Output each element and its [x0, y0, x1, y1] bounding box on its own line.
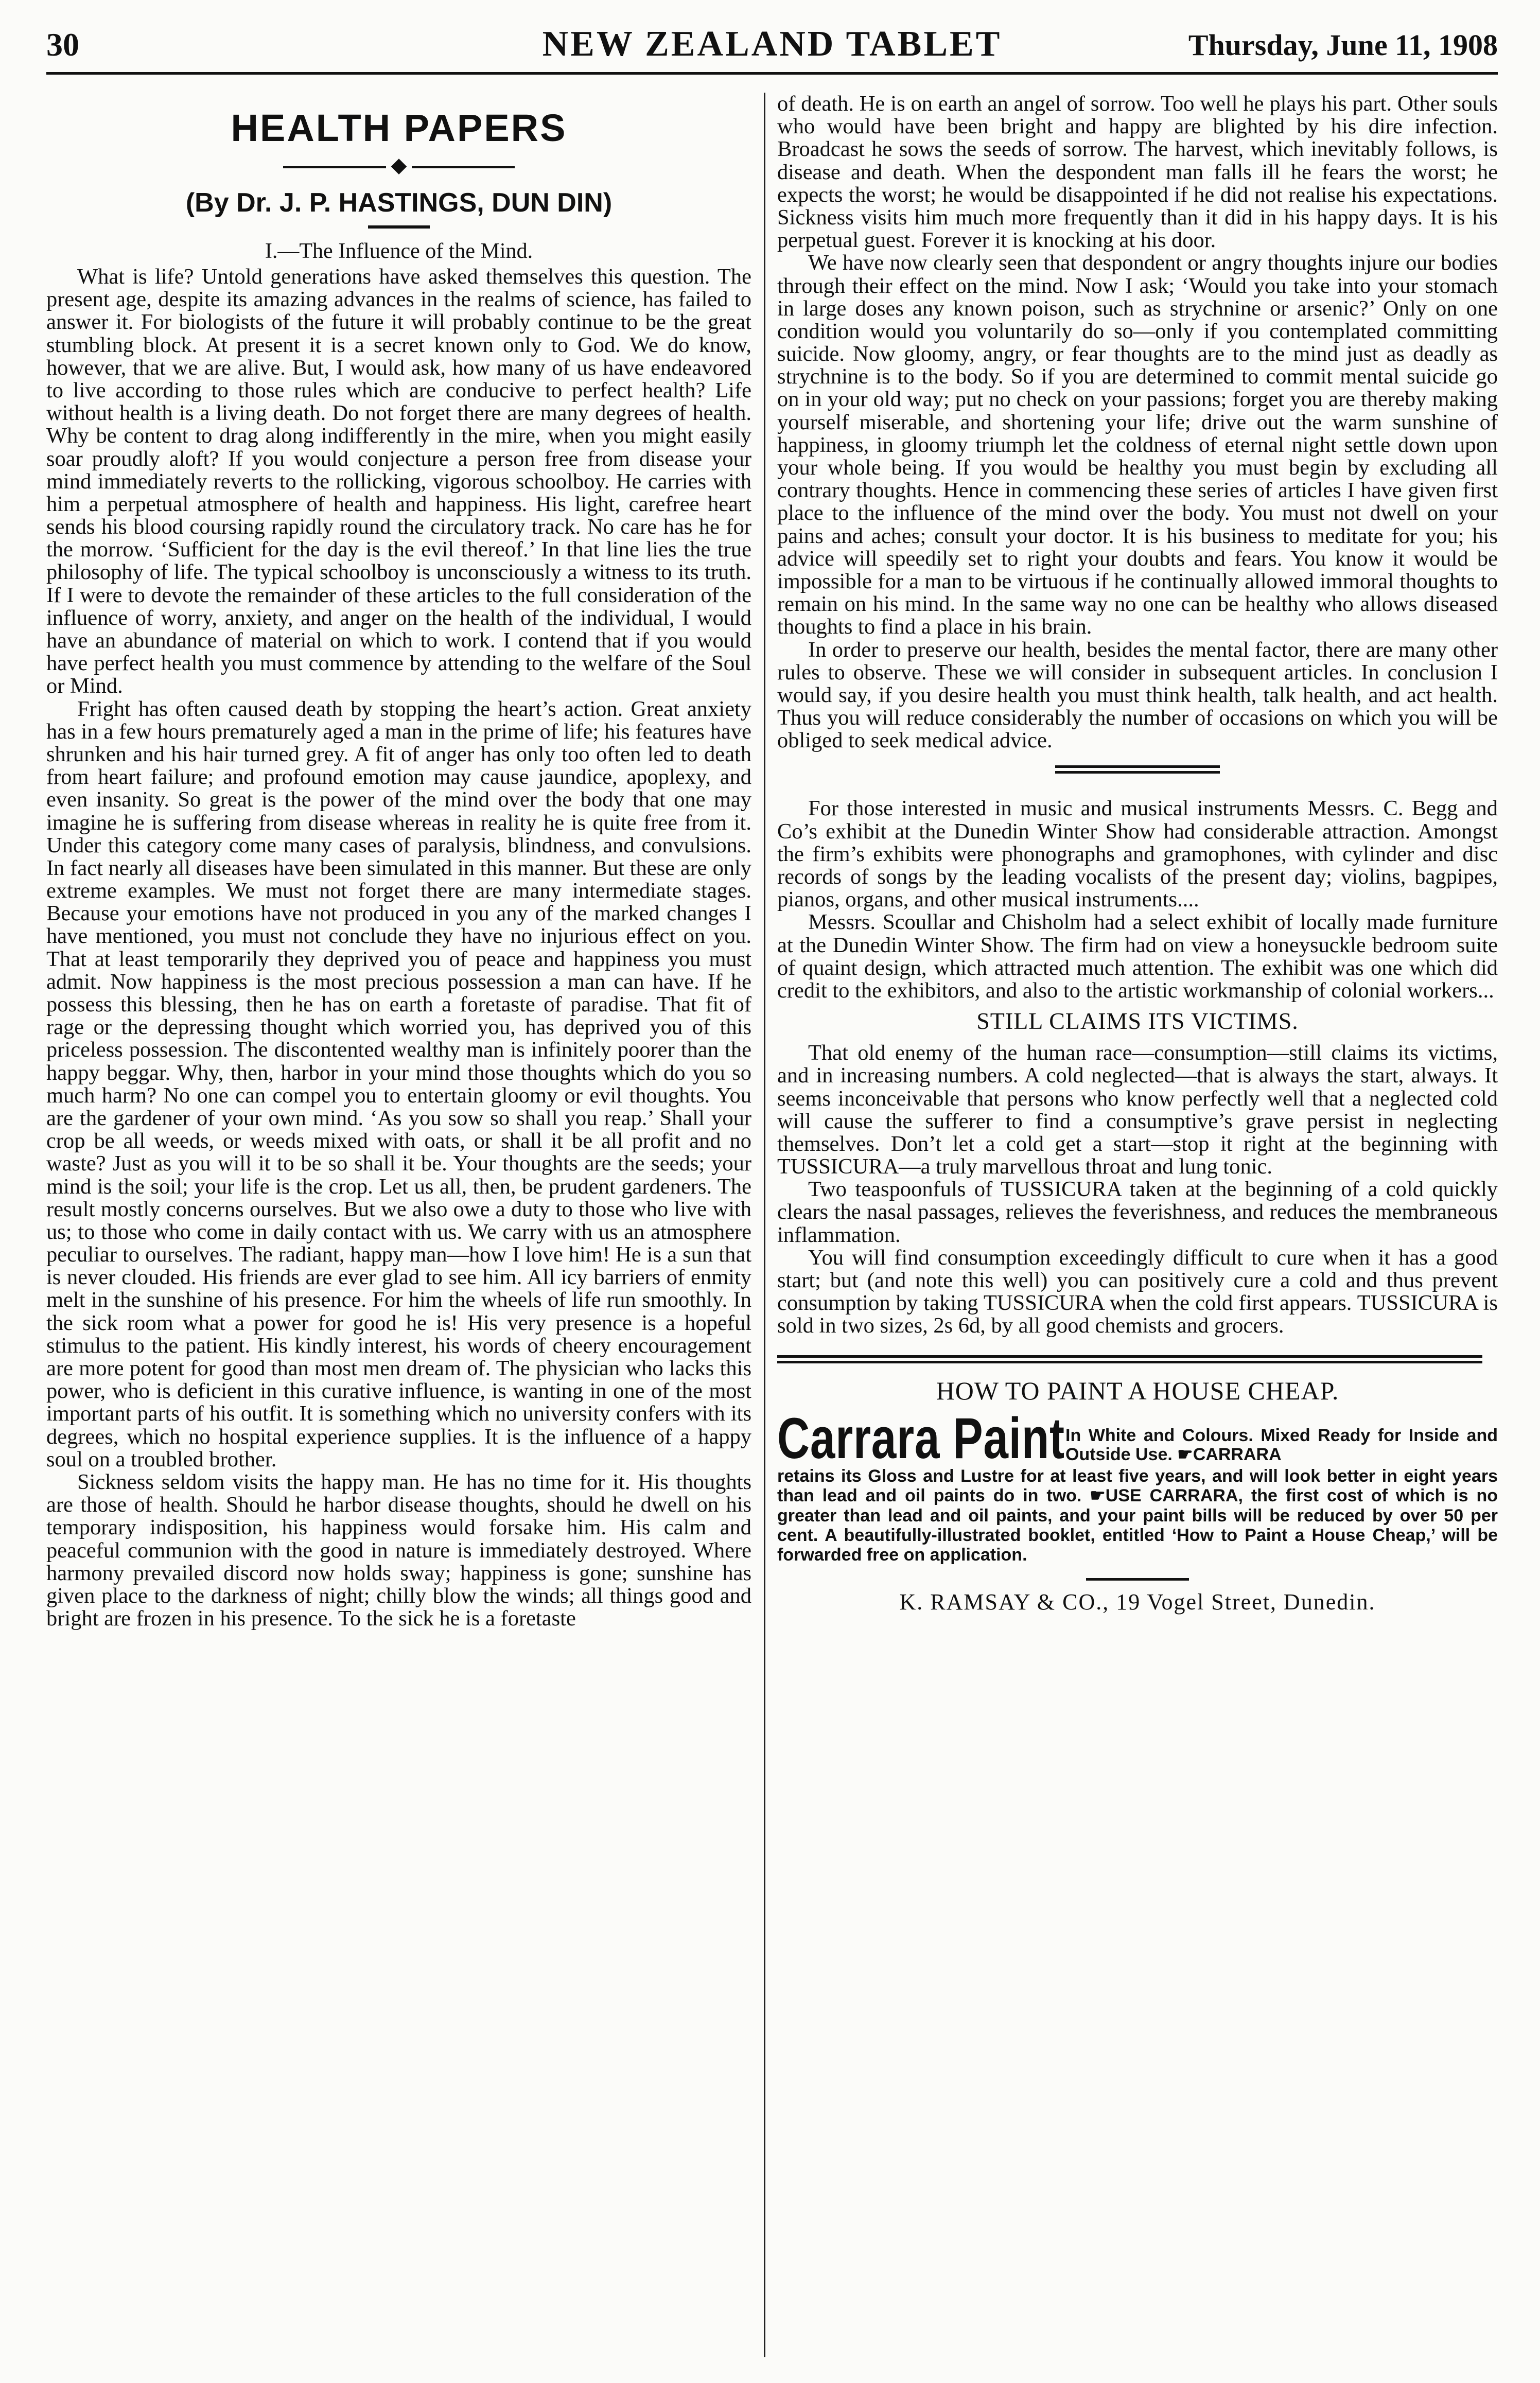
right-column — [777, 93, 1498, 2362]
section-double-rule — [1055, 765, 1220, 774]
left-column — [46, 93, 751, 2362]
article-byline: (By Dr. J. P. HASTINGS, DUN DIN) — [185, 188, 612, 218]
header-rule — [46, 72, 1498, 75]
article-paragraph: We have now clearly seen that despondent or angry thoughts injure our bodies through their effect on the mind. Now I ask; ‘Would you take into your stomach in large doses any known poison, such as strychnine or arsenic?’ Only on one condition would you voluntarily do so—only if you contemplated committing suicide. Now gloomy, angry, or fear thoughts are to the mind just as deadly as strychnine is to the body. So if you are determined to commit mental suicide go on in your old way; put no check on your passions; forget you are thereby making yourself miserable, and shortening your life; drive out the warm sunshine of happiness, in gloomy triumph let the coldness of eternal night settle down upon your whole being. If you would be healthy you must begin by excluding all contrary thoughts. Hence in commencing these series of articles I have given first place to the influence of the mind over the body. You must not dwell on your pains and aches; consult your doctor. It is his business to meditate for you; his advice will speedily set to right your doubts and fears. You know it would be impossible for a man to be virtuous if he continually allowed immoral thoughts to remain on his mind. In the same way no one can be healthy who allows diseased thoughts to find a place in his brain. — [777, 251, 1498, 639]
article-paragraph: What is life? Untold generations have asked themselves this question. The present age, despite its amazing advances in the realms of science, has failed to answer it. For biologists of the future it will probably continue to be the great stumbling block. At present it is a secret known only to God. We do know, however, that we are alive. But, I would ask, how many of us have endeavored to live according to those rules which are conducive to perfect health? Life without health is a living death. Do not forget there are many degrees of health. Why be content to drag along indifferently in the mire, when you might easily soar proudly aloft? If you would conjecture a person free from disease your mind immediately reverts to the rollicking, vigorous schoolboy. He carries with him a perpetual atmosphere of health and happiness. His light, carefree heart sends his blood coursing rapidly round the circulatory track. No care has he for the morrow. ‘Sufficient for the day is the evil thereof.’ In that line lies the true philosophy of life. The typical schoolboy is unconsciously a witness to its truth. If I were to devote the remainder of these articles to the full consideration of the influence of worry, anxiety, and anger on the health of the individual, I would have an abundance of material on which to work. I contend that if you would have perfect health you must commence by attending to the welfare of the Soul or Mind. — [46, 265, 751, 698]
carrara-paint-advertisement — [777, 1376, 1498, 1615]
article-paragraph: Fright has often caused death by stopping the heart’s action. Great anxiety has in a few hours prematurely aged a man in the prime of life; his features have shrunken and his hair turned grey. A fit of anger has only too often led to death from heart failure; and profound emotion may cause jaundice, apoplexy, and even insanity. So great is the power of the mind over the body that one may imagine he is suffering from disease whereas in reality he is quite free from it. Under this category come many cases of paralysis, blindness, and convulsions. In fact nearly all diseases have been simulated in this manner. But these are only extreme examples. We must not forget there are many intermediate stages. Because your emotions have not produced in you any of the marked changes I have mentioned, you must not conclude they have no injurious effect on you. That at least temporarily they deprived you of peace and happiness you must admit. Now happiness is the most precious possession a man can have. If he possess this blessing, then he has on earth a foretaste of paradise. That fit of rage or the depressing thought which worried you, has deprived you of this priceless possession. The discontented wealthy man is infinitely poorer than the happy beggar. Why, then, harbor in your mind those thoughts which do you so much harm? No one can compel you to entertain gloomy or evil thoughts. You are the gardener of your own mind. ‘As you sow so shall you reap.’ Shall your crop be all weeds, or weeds mixed with oats, or shall it be all profit and no waste? Just as you will it to be so shall it be. Your thoughts are the seeds; your mind is the soil; your life is the crop. Let us all, then, be prudent gardeners. The result mostly concerns ourselves. But we also owe a duty to those who live with us; to those who come in daily contact with us. We carry with us an atmosphere peculiar to ourselves. The radiant, happy man—how I love him! He is a sun that is never clouded. His friends are ever glad to see him. All icy barriers of enmity melt in the sunshine of his presence. For him the wheels of life run smoothly. In the sick room what a power for good he is! His very presence is a hopeful stimulus to the patient. His kindly interest, his words of cheery encouragement are more potent for good than most men dream of. The physician who lacks this power, who is deficient in this curative influence, is wanting in one of the most important parts of his outfit. It is something which no university confers with its degrees, which no hospital experience supplies. It is the influence of a happy soul on a troubled brother. — [46, 696, 751, 1471]
ad-tagline: In White and Colours. Mixed Ready for Inside and Outside Use. ☛CARRARA — [1065, 1425, 1498, 1464]
title-ornament — [46, 153, 751, 177]
notice-paragraph: For those interested in music and musical instruments Messrs. C. Begg and Co’s exhibit at the Dunedin Winter Show had considerable attraction. Amongst the firm’s exhibits were phonographs and gramophones, with cylinder and disc records of songs by the leading vocalists of the present day; violins, bagpipes, pianos, organs, and other musical instruments.... — [777, 796, 1498, 912]
ad-heading: HOW TO PAINT A HOUSE CHEAP. — [936, 1376, 1339, 1405]
short-rule — [368, 225, 430, 229]
running-head — [46, 21, 1498, 77]
ad-brand: Carrara Paint — [777, 1406, 1065, 1470]
tussicura-paragraph: You will find consumption exceedingly difficult to cure when it has a good start; but (and note this well) you can positively cure a cold and thus prevent consumption by taking TUSSICURA when the cold first appears. TUSSICURA is sold in two sizes, 2s 6d, by all good chemists and grocers. — [777, 1245, 1498, 1338]
tussicura-paragraph: That old enemy of the human race—consumption—still claims its victims, and in increasing numbers. A cold neglected—that is always the start, always. It seems inconceivable that persons who know perfectly well that a neglected cold will cause the sufferer to find a consumptive’s grave persist in neglecting themselves. Don’t let a cold get a start—stop it right at the beginning with TUSSICURA—a truly marvellous throat and lung tonic. — [777, 1041, 1498, 1179]
page-number: 30 — [46, 26, 79, 63]
ad-rule — [1086, 1578, 1189, 1581]
ad-brand-row — [777, 1406, 1498, 1470]
tussicura-heading: STILL CLAIMS ITS VICTIMS. — [976, 1008, 1299, 1035]
diamond-ornament-icon: ◆ — [386, 153, 412, 177]
notice-paragraph: Messrs. Scoullar and Chisholm had a select exhibit of locally made furniture at the Dunedin Winter Show. The firm had on view a honeysuckle bedroom suite of quaint design, which attracted much attention. The exhibit was one which did credit to the exhibitors, and also to the artistic workmanship of colonial workers... — [777, 910, 1498, 1003]
article-title: HEALTH PAPERS — [231, 107, 567, 149]
article-paragraph: of death. He is on earth an angel of sorrow. Too well he plays his part. Other souls who would have been bright and happy are blighted by his dire infection. Broadcast he sows the seeds of sorrow. The harvest, which inevitably follows, is disease and death. When the despondent man falls ill he fears the worst; he expects the worst; he would be disappointed if he did not realise his expectations. Sickness visits him much more frequently than it did in his happy days. It is his perpetual guest. Forever it is knocking at his door. — [777, 93, 1498, 253]
column-divider — [764, 93, 765, 2357]
article-paragraph: In order to preserve our health, besides the mental factor, there are many other rules to observe. These we will consider in subsequent articles. In conclusion I would say, if you desire health you must think health, talk health, and act health. Thus you will reduce considerably the number of occasions on which you will be obliged to seek medical advice. — [777, 637, 1498, 753]
article-subtitle: I.—The Influence of the Mind. — [265, 239, 533, 263]
ad-top-rule — [777, 1355, 1482, 1363]
article-paragraph: Sickness seldom visits the happy man. He has no time for it. His thoughts are those of health. Should he harbor disease thoughts, should he dwell on his temporary indisposition, his happiness would forsake him. His calm and peaceful communion with the good in nature is immediately destroyed. Where harmony prevailed discord now holds sway; happiness is gone; sunshine has given place to the darkness of night; chilly blow the winds; all things good and bright are frozen in his presence. To the sick he is a foretaste — [46, 1469, 751, 1631]
issue-date: Thursday, June 11, 1908 — [1188, 28, 1498, 62]
tussicura-paragraph: Two teaspoonfuls of TUSSICURA taken at the beginning of a cold quickly clears the nasal passages, relieves the feverishness, and reduces the membraneous inflammation. — [777, 1177, 1498, 1247]
ad-address: K. RAMSAY & CO., 19 Vogel Street, Dunedin. — [899, 1589, 1376, 1615]
masthead: NEW ZEALAND TABLET — [542, 24, 1002, 64]
ad-body: retains its Gloss and Lustre for at least five years, and will look better in eight years than lead and oil paints do in two. ☛USE CARRARA, the first cost of which is no greater than lead and oil paints, and your paint bills will be reduced by over 50 per cent. A beautifully-illustrated booklet, entitled ‘How to Paint a House Cheap,’ will be forwarded free on application. — [777, 1466, 1498, 1565]
